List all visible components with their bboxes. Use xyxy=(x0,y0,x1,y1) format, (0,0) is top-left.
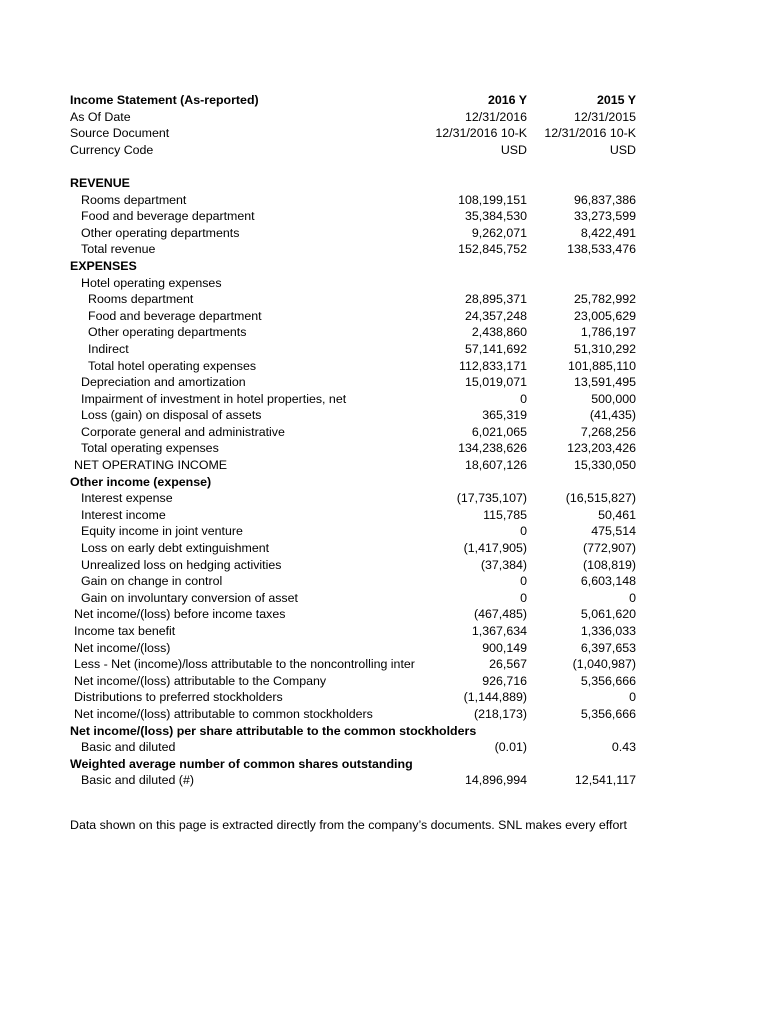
value-2015: (108,819) xyxy=(582,557,636,572)
value-2015: 96,837,386 xyxy=(573,192,636,207)
value-2016: 18,607,126 xyxy=(464,458,527,473)
value-2016: 14,896,994 xyxy=(464,773,527,788)
row-label: Net income/(loss) before income taxes xyxy=(74,607,286,622)
table-row xyxy=(70,490,650,507)
value-2015: 23,005,629 xyxy=(573,308,636,323)
row-label: Basic and diluted xyxy=(81,740,176,755)
row-label: Loss (gain) on disposal of assets xyxy=(81,408,262,423)
row-label: Indirect xyxy=(88,341,129,356)
footnote: Data shown on this page is extracted directly from the company’s documents. SNL makes every effort xyxy=(70,818,627,832)
table-row xyxy=(70,192,650,209)
value-2015: (772,907) xyxy=(582,541,636,556)
meta-value-2015: 12/31/2015 xyxy=(573,109,636,124)
value-2015: (41,435) xyxy=(589,408,636,423)
value-2015: 101,885,110 xyxy=(568,358,636,373)
value-2015: 7,268,256 xyxy=(580,424,636,439)
value-2015: 5,061,620 xyxy=(580,607,636,622)
meta-value-2015: USD xyxy=(609,142,636,157)
row-label: Total operating expenses xyxy=(81,441,219,456)
value-2016: 15,019,071 xyxy=(464,375,527,390)
value-2015: 138,533,476 xyxy=(567,242,636,257)
row-label: Hotel operating expenses xyxy=(81,275,222,290)
value-2016: 35,384,530 xyxy=(464,209,527,224)
meta-value-2016: USD xyxy=(500,142,527,157)
value-2016: (0.01) xyxy=(494,740,527,755)
value-2015: 6,603,148 xyxy=(580,574,636,589)
row-label: EXPENSES xyxy=(70,258,137,273)
value-2016: 0 xyxy=(520,391,527,406)
meta-label: Currency Code xyxy=(70,142,154,157)
table-row xyxy=(70,656,650,673)
row-label: Other operating departments xyxy=(88,325,247,340)
meta-row-as-of-date xyxy=(70,109,650,126)
row-label: Impairment of investment in hotel properties, net xyxy=(81,391,347,406)
value-2016: 28,895,371 xyxy=(464,292,527,307)
value-2016: 112,833,171 xyxy=(459,358,527,373)
value-2016: (218,173) xyxy=(473,706,527,721)
table-row xyxy=(70,457,650,474)
table-row xyxy=(70,474,650,491)
value-2016: 0 xyxy=(520,524,527,539)
meta-row-source-document xyxy=(70,125,650,142)
table-row xyxy=(70,241,650,258)
row-label: Gain on involuntary conversion of asset xyxy=(81,590,298,605)
row-label: Income tax benefit xyxy=(74,624,176,638)
row-label: Total hotel operating expenses xyxy=(88,358,257,373)
table-row xyxy=(70,540,650,557)
table-row xyxy=(70,689,650,706)
table-row xyxy=(70,291,650,308)
table-row xyxy=(70,706,650,723)
row-label: Rooms department xyxy=(81,192,187,207)
statement-title: Income Statement (As-reported) xyxy=(70,93,259,107)
value-2015: 13,591,495 xyxy=(573,375,636,390)
value-2016: (467,485) xyxy=(473,607,527,622)
value-2015: 123,203,426 xyxy=(567,441,636,456)
value-2015: (16,515,827) xyxy=(565,491,636,506)
row-label: Loss on early debt extinguishment xyxy=(81,541,270,556)
value-2015: 33,273,599 xyxy=(573,209,636,224)
table-row xyxy=(70,523,650,540)
row-label: Rooms department xyxy=(88,292,194,307)
row-label: Gain on change in control xyxy=(81,574,223,589)
table-row xyxy=(70,275,650,292)
value-2015: (1,040,987) xyxy=(572,657,636,672)
value-2016: 6,021,065 xyxy=(471,424,527,439)
value-2016: 134,238,626 xyxy=(458,441,527,456)
row-label: REVENUE xyxy=(70,175,130,190)
row-label: Net income/(loss) xyxy=(74,640,171,655)
value-2016: (1,417,905) xyxy=(463,541,527,556)
meta-row-currency-code xyxy=(70,142,650,159)
table-row xyxy=(70,606,650,623)
value-2015: 51,310,292 xyxy=(573,341,636,356)
value-2015: 50,461 xyxy=(598,507,636,522)
meta-value-2016: 12/31/2016 10-K xyxy=(435,126,527,141)
value-2015: 5,356,666 xyxy=(580,706,636,721)
table-row xyxy=(70,258,650,275)
value-2015: 6,397,653 xyxy=(580,640,636,655)
row-label: Equity income in joint venture xyxy=(81,524,243,539)
table-row xyxy=(70,756,650,773)
table-row xyxy=(70,424,650,441)
value-2015: 12,541,117 xyxy=(574,773,636,788)
column-header-2015: 2015 Y xyxy=(596,93,636,107)
row-label: Less - Net (income)/loss attributable to the noncontrolling inter xyxy=(74,657,415,672)
table-row xyxy=(70,391,650,408)
value-2016: (17,735,107) xyxy=(456,491,527,506)
table-row xyxy=(70,208,650,225)
row-label: Net income/(loss) per share attributable to the common stockholders xyxy=(70,723,477,738)
row-label: Other operating departments xyxy=(81,225,240,240)
value-2015: 0 xyxy=(629,590,636,605)
value-2015: 500,000 xyxy=(591,391,636,406)
row-label: Distributions to preferred stockholders xyxy=(74,690,283,705)
value-2016: 365,319 xyxy=(482,408,527,423)
row-label: Unrealized loss on hedging activities xyxy=(81,557,282,572)
table-row xyxy=(70,440,650,457)
table-row xyxy=(70,640,650,657)
row-label: Net income/(loss) attributable to the Company xyxy=(74,673,327,688)
value-2015: 15,330,050 xyxy=(573,458,636,473)
table-row xyxy=(70,324,650,341)
table-row xyxy=(70,225,650,242)
meta-value-2015: 12/31/2016 10-K xyxy=(544,126,636,141)
value-2016: 9,262,071 xyxy=(471,225,527,240)
table-row xyxy=(70,772,650,789)
value-2015: 8,422,491 xyxy=(580,225,636,240)
value-2016: 115,785 xyxy=(483,507,527,522)
value-2016: 0 xyxy=(520,574,527,589)
row-label: Net income/(loss) attributable to common stockholders xyxy=(74,706,373,721)
value-2015: 0 xyxy=(629,690,636,705)
value-2015: 0.43 xyxy=(611,740,636,755)
row-label: Interest expense xyxy=(81,491,173,506)
income-statement-table xyxy=(70,92,650,789)
value-2016: 900,149 xyxy=(482,640,527,655)
value-2016: 926,716 xyxy=(482,673,527,688)
meta-label: As Of Date xyxy=(70,109,131,124)
table-row xyxy=(70,175,650,192)
table-row xyxy=(70,723,650,740)
value-2016: 57,141,692 xyxy=(464,341,527,356)
row-label: Other income (expense) xyxy=(70,474,212,489)
row-label: Food and beverage department xyxy=(81,209,255,224)
column-header-2016: 2016 Y xyxy=(487,93,527,107)
table-row xyxy=(70,573,650,590)
row-label: Food and beverage department xyxy=(88,308,262,323)
table-row xyxy=(70,507,650,524)
table-row xyxy=(70,739,650,756)
value-2016: (1,144,889) xyxy=(463,690,527,705)
spacer-row xyxy=(70,158,650,175)
value-2015: 475,514 xyxy=(591,524,636,539)
value-2016: 2,438,860 xyxy=(471,325,527,340)
value-2015: 5,356,666 xyxy=(580,673,636,688)
value-2016: 1,367,634 xyxy=(471,624,527,638)
value-2015: 1,786,197 xyxy=(580,325,636,340)
meta-label: Source Document xyxy=(70,126,170,141)
value-2016: 0 xyxy=(520,590,527,605)
row-label: Interest income xyxy=(81,507,166,522)
table-row xyxy=(70,341,650,358)
value-2016: 108,199,151 xyxy=(458,192,527,207)
value-2015: 1,336,033 xyxy=(580,624,636,638)
value-2016: 152,845,752 xyxy=(458,242,527,257)
row-label: Total revenue xyxy=(81,242,156,257)
row-label: Corporate general and administrative xyxy=(81,424,285,439)
value-2016: 24,357,248 xyxy=(464,308,527,323)
table-row xyxy=(70,590,650,607)
row-label: Depreciation and amortization xyxy=(81,375,246,390)
table-row xyxy=(70,374,650,391)
value-2015: 25,782,992 xyxy=(573,292,636,307)
table-row xyxy=(70,623,650,640)
table-row xyxy=(70,358,650,375)
row-label: Basic and diluted (#) xyxy=(81,773,194,788)
table-row xyxy=(70,673,650,690)
line-items xyxy=(70,175,650,789)
row-label: Weighted average number of common shares outstanding xyxy=(70,756,413,771)
row-label: NET OPERATING INCOME xyxy=(74,458,228,473)
value-2016: 26,567 xyxy=(489,657,527,672)
meta-value-2016: 12/31/2016 xyxy=(464,109,527,124)
value-2016: (37,384) xyxy=(480,557,527,572)
header-row xyxy=(70,92,650,109)
table-row xyxy=(70,308,650,325)
table-row xyxy=(70,407,650,424)
table-row xyxy=(70,557,650,574)
